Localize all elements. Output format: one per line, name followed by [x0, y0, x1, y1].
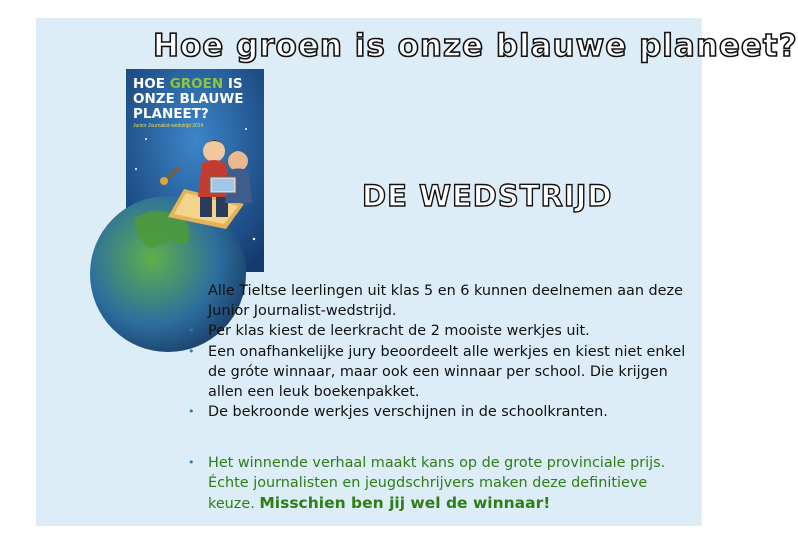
book-cover-title-green-word: GROEN: [169, 76, 224, 92]
list-item: [188, 342, 698, 403]
prize-bullet-list: [188, 453, 698, 515]
bullet-icon: •: [188, 284, 195, 297]
book-cover-image: [126, 69, 264, 272]
book-cover-title-line1: [133, 77, 259, 92]
book-cover-title-line3: PLANEET?: [133, 106, 209, 122]
book-cover-title-word: IS: [223, 76, 243, 92]
book-cover-title: [133, 77, 259, 122]
list-item: [188, 453, 698, 515]
bullet-icon: •: [188, 456, 195, 469]
list-item-text: Alle Tieltse leerlingen uit klas 5 en 6 kunnen deelnemen aan deze Junior Journalist-wedstrijd.: [208, 283, 683, 320]
section-heading: DE WEDSTRIJD: [362, 179, 613, 213]
bullet-icon: •: [188, 324, 195, 338]
list-item-text: Een onafhankelijke jury beoordeelt alle werkjes en kiest niet enkel de gróte winnaar, maar ook een winnaar per school. Die krijgen allen een leuk boekenpakket.: [208, 343, 686, 401]
list-item: [188, 321, 698, 341]
rules-bullet-list: [188, 281, 698, 422]
bullet-icon: •: [188, 344, 195, 358]
book-cover-title-line2: ONZE BLAUWE: [133, 91, 244, 107]
winner-callout: Misschien ben jij wel de winnaar!: [259, 494, 551, 513]
book-cover-title-word: HOE: [133, 76, 170, 92]
book-cover-subtitle: Junior Journalist-wedstrijd 2014: [133, 123, 204, 129]
list-item-text: De bekroonde werkjes verschijnen in de schoolkranten.: [208, 404, 608, 421]
list-item-text: Per klas kiest de leerkracht de 2 mooiste werkjes uit.: [208, 323, 590, 340]
slide-title: Hoe groen is onze blauwe planeet?: [153, 28, 798, 64]
list-item: [188, 281, 698, 321]
list-item-text: Het winnende verhaal maakt kans op de grote provinciale prijs. Échte journalisten en jeugdschrijvers maken deze definitieve keuze.: [208, 455, 666, 513]
list-item: [188, 402, 698, 422]
bullet-icon: •: [188, 405, 195, 419]
